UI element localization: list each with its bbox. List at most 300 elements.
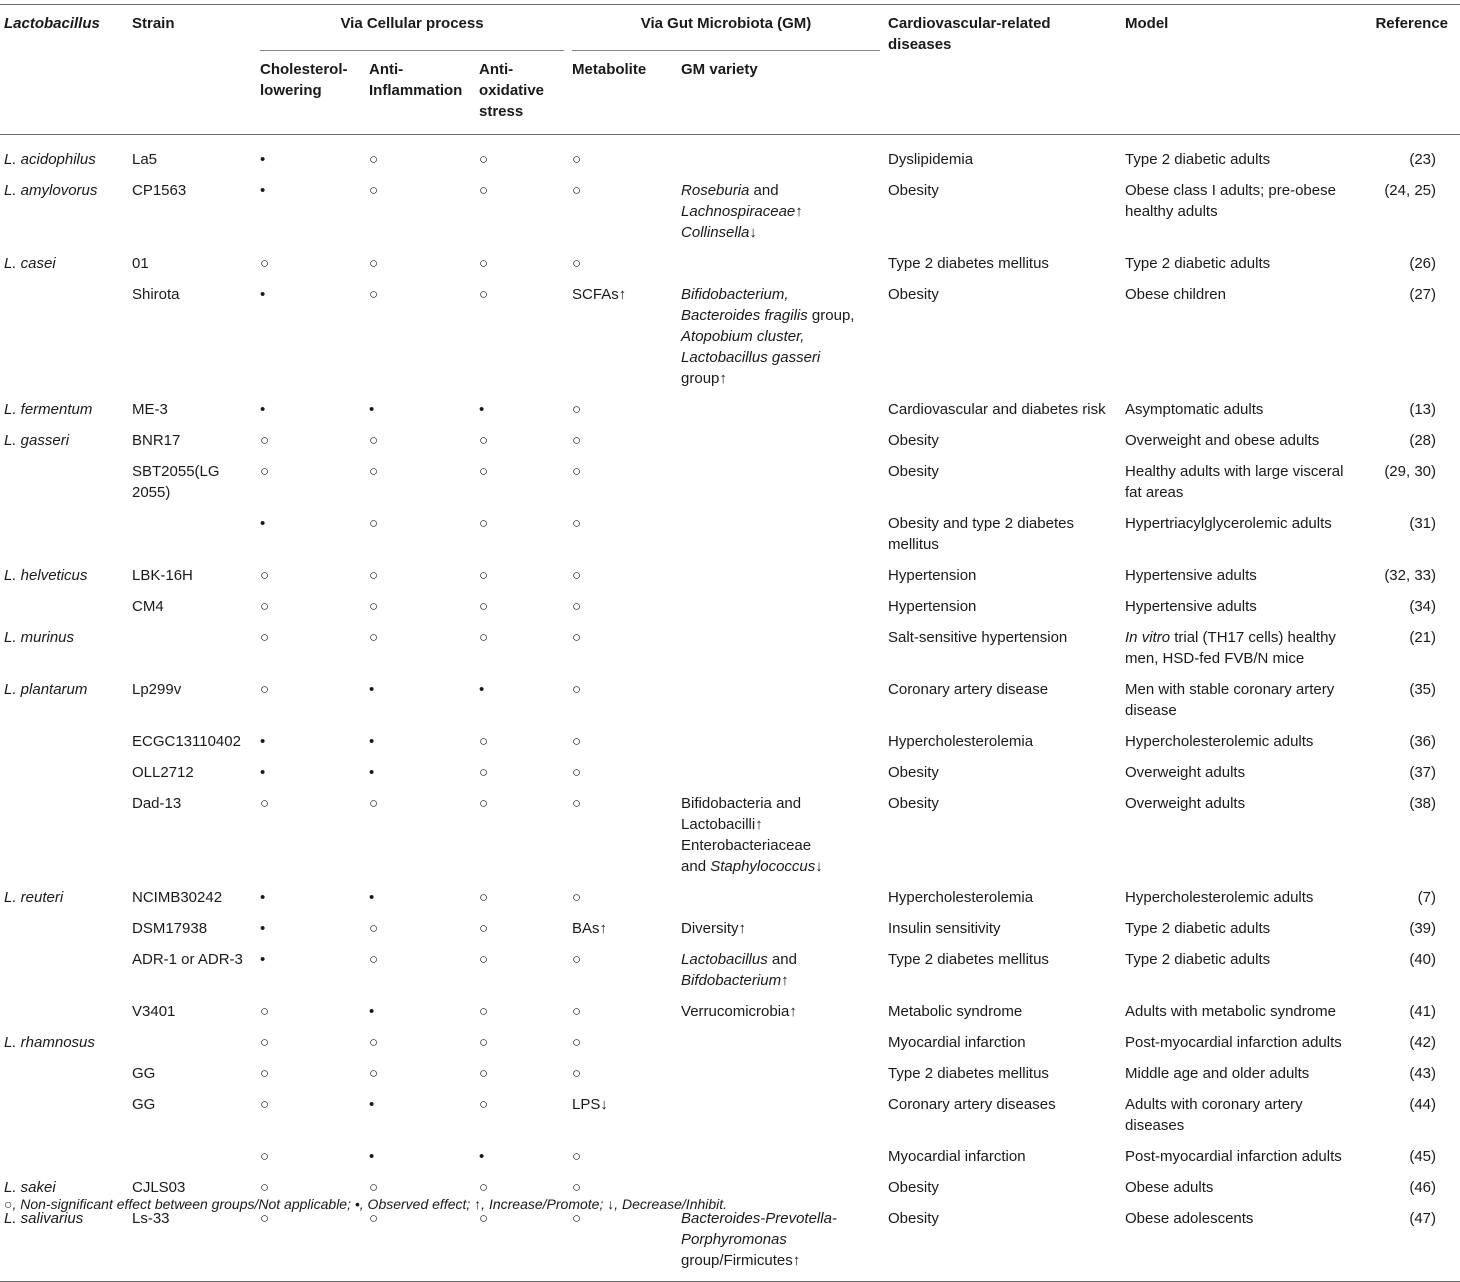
reference-cell: (40): [1409, 951, 1437, 968]
oxidative-effect-cell: ○: [479, 889, 489, 906]
strain-cell-line: GG: [132, 1096, 156, 1113]
model-cell: [1121, 591, 1361, 622]
gm-variety-cell: [677, 882, 884, 913]
gm-variety-cell: [677, 135, 884, 176]
metabolite-cell: ○: [572, 1210, 582, 1227]
disease-cell: [884, 175, 1121, 248]
species-cell: L. rhamnosus: [4, 1034, 95, 1051]
metabolite-cell: ○: [572, 182, 582, 199]
header-cholesterol: [256, 51, 365, 135]
header-inflammation-line: Anti-: [369, 61, 404, 78]
metabolite-cell: ○: [572, 1179, 582, 1196]
species-cell: [0, 279, 128, 394]
gm-variety-cell: [677, 591, 884, 622]
header-reference: Reference: [1375, 15, 1449, 32]
strain-cell: [128, 1058, 256, 1089]
strain-cell-line: CP1563: [132, 182, 187, 199]
species-cell: [0, 726, 128, 757]
species-cell: L. amylovorus: [4, 182, 98, 199]
strain-cell-line: SBT2055(LG: [132, 463, 220, 480]
strain-cell: [128, 456, 256, 508]
inflammation-effect-cell: ○: [369, 515, 379, 532]
disease-cell: [884, 788, 1121, 882]
species-cell: L. helveticus: [4, 567, 88, 584]
gm-variety-cell-line: [681, 1250, 880, 1271]
metabolite-cell: ○: [572, 889, 582, 906]
inflammation-effect-cell: ○: [369, 182, 379, 199]
model-cell: [1121, 248, 1361, 279]
model-cell: [1121, 425, 1361, 456]
gm-variety-cell-line: [681, 793, 880, 814]
gm-variety-cell: [677, 560, 884, 591]
model-cell: [1121, 913, 1361, 944]
header-lactobacillus: Lactobacillus: [4, 15, 100, 32]
strain-cell-line: Lp299v: [132, 681, 182, 698]
gm-variety-cell-segment: ↓: [815, 858, 823, 875]
gm-variety-cell-segment: ↑: [795, 203, 803, 220]
gm-variety-cell-line: [681, 347, 880, 368]
cholesterol-effect-cell: •: [260, 286, 266, 303]
gm-variety-cell-line: [681, 856, 880, 877]
gm-variety-cell-line: [681, 326, 880, 347]
cholesterol-effect-cell: ○: [260, 1179, 270, 1196]
gm-variety-cell-segment: Bacteroides-Prevotella-: [681, 1210, 837, 1227]
model-cell: [1121, 1141, 1361, 1172]
oxidative-effect-cell: ○: [479, 920, 489, 937]
reference-cell: (38): [1409, 795, 1437, 812]
disease-cell-line: Coronary artery disease: [888, 681, 1049, 698]
cholesterol-effect-cell: ○: [260, 1003, 270, 1020]
oxidative-effect-cell: ○: [479, 463, 489, 480]
table-row: [0, 788, 1460, 882]
oxidative-effect-cell: ○: [479, 432, 489, 449]
header-cholesterol-line: lowering: [260, 82, 322, 99]
cholesterol-effect-cell: ○: [260, 681, 270, 698]
reference-cell: (39): [1409, 920, 1437, 937]
cholesterol-effect-cell: •: [260, 182, 266, 199]
header-cholesterol-line: Cholesterol-: [260, 61, 348, 78]
reference-cell: (45): [1409, 1148, 1437, 1165]
reference-cell: (7): [1417, 889, 1437, 906]
gm-variety-cell: [677, 913, 884, 944]
oxidative-effect-cell: ○: [479, 182, 489, 199]
header-oxidative-line: Anti-: [479, 61, 514, 78]
gm-variety-cell-segment: and: [767, 951, 797, 968]
inflammation-effect-cell: ○: [369, 951, 379, 968]
gm-variety-cell-segment: Enterobacteriaceae: [681, 837, 812, 854]
metabolite-cell: ○: [572, 795, 582, 812]
species-cell: L. reuteri: [4, 889, 64, 906]
header-gm-group: [568, 5, 884, 52]
disease-cell-line: Insulin sensitivity: [888, 920, 1001, 937]
metabolite-cell: ○: [572, 951, 582, 968]
gm-variety-cell-segment: Bifidobacteria and: [681, 795, 802, 812]
header-metabolite: Metabolite: [572, 61, 647, 78]
cholesterol-effect-cell: ○: [260, 432, 270, 449]
disease-cell-line: Hypertension: [888, 567, 977, 584]
gm-variety-cell: [677, 1089, 884, 1141]
cholesterol-effect-cell: ○: [260, 1148, 270, 1165]
gm-variety-cell: [677, 248, 884, 279]
disease-cell-line: Obesity: [888, 182, 939, 199]
metabolite-cell: ○: [572, 463, 582, 480]
gm-variety-cell-line: [681, 368, 880, 389]
table-row: [0, 508, 1460, 560]
species-cell: L. plantarum: [4, 681, 88, 698]
cholesterol-effect-cell: ○: [260, 463, 270, 480]
model-cell-line: diseases: [1125, 1117, 1185, 1134]
header-oxidative: [475, 51, 568, 135]
oxidative-effect-cell: ○: [479, 1003, 489, 1020]
disease-cell: [884, 674, 1121, 726]
disease-cell-line: Obesity and type 2 diabetes: [888, 515, 1074, 532]
model-cell: [1121, 1089, 1361, 1141]
reference-cell: (27): [1409, 286, 1437, 303]
table-footnote: ○, Non-significant effect between groups/Not applicable; •, Observed effect; ↑, Increase/Promote; ↓, Decrease/Inhibit.: [4, 1196, 728, 1212]
gm-variety-cell: [677, 279, 884, 394]
gm-variety-cell: [677, 757, 884, 788]
gm-variety-cell-line: [681, 284, 880, 305]
inflammation-effect-cell: •: [369, 401, 375, 418]
strain-cell-line: ECGC13110402: [132, 733, 241, 750]
inflammation-effect-cell: ○: [369, 1210, 379, 1227]
header-inflammation: [365, 51, 475, 135]
metabolite-cell: ○: [572, 681, 582, 698]
model-cell-line: Middle age and older adults: [1125, 1065, 1310, 1082]
metabolite-cell: ○: [572, 764, 582, 781]
header-inflammation-line: Inflammation: [369, 82, 463, 99]
disease-cell-line: Obesity: [888, 286, 939, 303]
model-cell-line: Hypertensive adults: [1125, 567, 1257, 584]
table-row: [0, 757, 1460, 788]
metabolite-cell: ○: [572, 598, 582, 615]
strain-cell: [128, 248, 256, 279]
oxidative-effect-cell: ○: [479, 151, 489, 168]
model-cell-line: Type 2 diabetic adults: [1125, 920, 1271, 937]
strain-cell-line: ADR-1 or ADR-3: [132, 951, 243, 968]
gm-variety-cell: [677, 622, 884, 674]
oxidative-effect-cell: ○: [479, 1065, 489, 1082]
disease-cell-line: mellitus: [888, 536, 939, 553]
cholesterol-effect-cell: ○: [260, 1065, 270, 1082]
oxidative-effect-cell: ○: [479, 1096, 489, 1113]
disease-cell-line: Cardiovascular and diabetes risk: [888, 401, 1106, 418]
metabolite-cell: ○: [572, 432, 582, 449]
oxidative-effect-cell: ○: [479, 567, 489, 584]
strain-cell: [128, 622, 256, 674]
model-cell: [1121, 882, 1361, 913]
species-cell: [0, 508, 128, 560]
table-row: [0, 591, 1460, 622]
table-row: [0, 1203, 1460, 1282]
model-cell-line: Healthy adults with large visceral: [1125, 463, 1344, 480]
cholesterol-effect-cell: •: [260, 733, 266, 750]
model-cell-segment: men, HSD-fed FVB/N mice: [1125, 650, 1305, 667]
model-cell: [1121, 622, 1361, 674]
strain-cell: [128, 913, 256, 944]
reference-cell: (34): [1409, 598, 1437, 615]
disease-cell: [884, 508, 1121, 560]
strain-cell-line: LBK-16H: [132, 567, 193, 584]
model-cell-line: healthy adults: [1125, 203, 1218, 220]
disease-cell: [884, 1058, 1121, 1089]
reference-cell: (21): [1409, 629, 1437, 646]
disease-cell: [884, 882, 1121, 913]
header-disease-line: Cardiovascular-related: [888, 15, 1051, 32]
gm-variety-cell-line: [681, 305, 880, 326]
disease-cell-line: Myocardial infarction: [888, 1148, 1026, 1165]
strain-cell: [128, 757, 256, 788]
disease-cell-line: Obesity: [888, 795, 939, 812]
gm-variety-cell: [677, 788, 884, 882]
table-row: [0, 175, 1460, 248]
table-row: [0, 560, 1460, 591]
disease-cell-line: Hypertension: [888, 598, 977, 615]
model-cell-line: Men with stable coronary artery: [1125, 681, 1335, 698]
gm-variety-cell: [677, 508, 884, 560]
table-row: [0, 996, 1460, 1027]
cholesterol-effect-cell: ○: [260, 1210, 270, 1227]
strain-cell-line: OLL2712: [132, 764, 194, 781]
species-cell: L. casei: [4, 255, 56, 272]
table-row: [0, 1089, 1460, 1141]
gm-variety-cell: [677, 674, 884, 726]
disease-cell-line: Obesity: [888, 432, 939, 449]
model-cell-line: Post-myocardial infarction adults: [1125, 1148, 1342, 1165]
disease-cell-line: Type 2 diabetes mellitus: [888, 255, 1049, 272]
species-cell: [0, 456, 128, 508]
metabolite-cell: LPS↓: [572, 1096, 608, 1113]
metabolite-cell: ○: [572, 255, 582, 272]
gm-variety-cell: [677, 394, 884, 425]
header-cellular-group: [256, 5, 568, 52]
disease-cell: [884, 1027, 1121, 1058]
model-cell: [1121, 175, 1361, 248]
table-row: [0, 913, 1460, 944]
model-cell-line: Overweight adults: [1125, 764, 1246, 781]
strain-cell: [128, 560, 256, 591]
species-cell: L. fermentum: [4, 401, 93, 418]
strain-cell-line: BNR17: [132, 432, 181, 449]
inflammation-effect-cell: •: [369, 1148, 375, 1165]
strain-cell-line: V3401: [132, 1003, 176, 1020]
gm-variety-cell-segment: and: [681, 858, 711, 875]
oxidative-effect-cell: ○: [479, 951, 489, 968]
cholesterol-effect-cell: ○: [260, 629, 270, 646]
species-cell: [0, 1141, 128, 1172]
oxidative-effect-cell: •: [479, 401, 485, 418]
disease-cell: [884, 757, 1121, 788]
gm-variety-cell-segment: group,: [807, 307, 855, 324]
gm-variety-cell-segment: Lactobacilli↑: [681, 816, 763, 833]
cholesterol-effect-cell: ○: [260, 567, 270, 584]
disease-cell: [884, 1141, 1121, 1172]
strain-cell: [128, 1027, 256, 1058]
strain-cell-line: 2055): [132, 484, 171, 501]
table-row: [0, 279, 1460, 394]
disease-cell-line: Coronary artery diseases: [888, 1096, 1056, 1113]
inflammation-effect-cell: •: [369, 889, 375, 906]
gm-variety-cell-line: [681, 814, 880, 835]
species-cell: [0, 913, 128, 944]
cholesterol-effect-cell: ○: [260, 598, 270, 615]
model-cell-line: Overweight and obese adults: [1125, 432, 1320, 449]
model-cell-line: [1125, 627, 1357, 648]
gm-variety-cell: [677, 456, 884, 508]
inflammation-effect-cell: •: [369, 1003, 375, 1020]
oxidative-effect-cell: ○: [479, 1034, 489, 1051]
metabolite-cell: ○: [572, 567, 582, 584]
reference-cell: (35): [1409, 681, 1437, 698]
inflammation-effect-cell: ○: [369, 795, 379, 812]
gm-variety-cell-segment: Lactobacillus gasseri: [681, 349, 821, 366]
strain-cell-line: DSM17938: [132, 920, 208, 937]
strain-cell-line: CJLS03: [132, 1179, 186, 1196]
strain-cell-line: 01: [132, 255, 149, 272]
gm-variety-cell: [677, 1203, 884, 1282]
oxidative-effect-cell: ○: [479, 286, 489, 303]
metabolite-cell: SCFAs↑: [572, 286, 627, 303]
disease-cell: [884, 591, 1121, 622]
model-cell: [1121, 1172, 1361, 1203]
reference-cell: (28): [1409, 432, 1437, 449]
inflammation-effect-cell: ○: [369, 151, 379, 168]
strain-cell-line: GG: [132, 1065, 156, 1082]
header-model: Model: [1125, 15, 1169, 32]
disease-cell-line: Metabolic syndrome: [888, 1003, 1023, 1020]
species-cell: [0, 1058, 128, 1089]
model-cell: [1121, 726, 1361, 757]
header-oxidative-line: stress: [479, 103, 524, 120]
disease-cell: [884, 279, 1121, 394]
reference-cell: (24, 25): [1384, 182, 1437, 199]
strain-cell-line: Dad-13: [132, 795, 182, 812]
gm-variety-cell: [677, 726, 884, 757]
header-gm-variety: GM variety: [681, 61, 758, 78]
disease-cell: [884, 1203, 1121, 1282]
inflammation-effect-cell: •: [369, 764, 375, 781]
table-row: [0, 394, 1460, 425]
reference-cell: (32, 33): [1384, 567, 1437, 584]
strain-cell: [128, 425, 256, 456]
gm-variety-cell: [677, 1058, 884, 1089]
disease-cell-line: Type 2 diabetes mellitus: [888, 1065, 1049, 1082]
inflammation-effect-cell: ○: [369, 255, 379, 272]
inflammation-effect-cell: ○: [369, 463, 379, 480]
oxidative-effect-cell: ○: [479, 1210, 489, 1227]
gm-variety-cell-segment: and: [749, 182, 779, 199]
metabolite-cell: ○: [572, 1034, 582, 1051]
disease-cell-line: Type 2 diabetes mellitus: [888, 951, 1049, 968]
reference-cell: (37): [1409, 764, 1437, 781]
cholesterol-effect-cell: •: [260, 889, 266, 906]
inflammation-effect-cell: ○: [369, 1179, 379, 1196]
oxidative-effect-cell: ○: [479, 733, 489, 750]
inflammation-effect-cell: •: [369, 733, 375, 750]
gm-variety-cell-line: [681, 1229, 880, 1250]
table-row: [0, 1058, 1460, 1089]
disease-cell: [884, 248, 1121, 279]
model-cell: [1121, 135, 1361, 176]
reference-cell: (41): [1409, 1003, 1437, 1020]
gm-variety-cell: [677, 944, 884, 996]
model-cell-line: Overweight adults: [1125, 795, 1246, 812]
cholesterol-effect-cell: •: [260, 515, 266, 532]
gm-variety-cell-segment: group↑: [681, 370, 727, 387]
lactobacillus-table: [0, 4, 1460, 1282]
strain-cell: [128, 1141, 256, 1172]
oxidative-effect-cell: ○: [479, 764, 489, 781]
strain-cell-line: ME-3: [132, 401, 168, 418]
model-cell: [1121, 279, 1361, 394]
gm-variety-cell-segment: ↓: [749, 224, 757, 241]
strain-cell-line: Ls-33: [132, 1210, 170, 1227]
strain-cell: [128, 674, 256, 726]
species-cell: L. murinus: [4, 629, 75, 646]
table-row: [0, 1027, 1460, 1058]
oxidative-effect-cell: ○: [479, 255, 489, 272]
oxidative-effect-cell: •: [479, 1148, 485, 1165]
species-cell: [0, 944, 128, 996]
disease-cell: [884, 996, 1121, 1027]
inflammation-effect-cell: ○: [369, 286, 379, 303]
table-row: [0, 1141, 1460, 1172]
header-strain: Strain: [132, 15, 175, 32]
cholesterol-effect-cell: •: [260, 401, 266, 418]
header-disease: [884, 5, 1121, 135]
disease-cell: [884, 944, 1121, 996]
model-cell-segment: In vitro: [1125, 629, 1171, 646]
disease-cell: [884, 1172, 1121, 1203]
disease-cell-line: Salt-sensitive hypertension: [888, 629, 1068, 646]
disease-cell: [884, 425, 1121, 456]
cholesterol-effect-cell: ○: [260, 255, 270, 272]
table-row: [0, 882, 1460, 913]
model-cell-line: fat areas: [1125, 484, 1184, 501]
table-row: [0, 622, 1460, 674]
strain-cell: [128, 508, 256, 560]
metabolite-cell: ○: [572, 1065, 582, 1082]
strain-cell: [128, 1089, 256, 1141]
species-cell: [0, 996, 128, 1027]
gm-variety-cell-segment: Verrucomicrobia↑: [681, 1003, 797, 1020]
table-row: [0, 726, 1460, 757]
gm-variety-cell-segment: Bifidobacterium,: [681, 286, 789, 303]
model-cell: [1121, 944, 1361, 996]
strain-cell: [128, 788, 256, 882]
disease-cell-line: Myocardial infarction: [888, 1034, 1026, 1051]
disease-cell-line: Obesity: [888, 463, 939, 480]
metabolite-cell: ○: [572, 1148, 582, 1165]
model-cell-line: Type 2 diabetic adults: [1125, 151, 1271, 168]
gm-variety-cell-line: [681, 970, 880, 991]
inflammation-effect-cell: ○: [369, 1034, 379, 1051]
disease-cell-line: Hypercholesterolemia: [888, 733, 1034, 750]
oxidative-effect-cell: ○: [479, 515, 489, 532]
inflammation-effect-cell: ○: [369, 567, 379, 584]
disease-cell-line: Obesity: [888, 764, 939, 781]
inflammation-effect-cell: ○: [369, 598, 379, 615]
species-cell: L. acidophilus: [4, 151, 96, 168]
species-cell: L. salivarius: [4, 1210, 84, 1227]
model-cell: [1121, 1058, 1361, 1089]
strain-cell: [128, 175, 256, 248]
gm-variety-cell: [677, 1141, 884, 1172]
strain-cell: [128, 1203, 256, 1282]
header-cellular-group-label: Via Cellular process: [340, 15, 484, 32]
model-cell-line: Asymptomatic adults: [1125, 401, 1264, 418]
metabolite-cell: ○: [572, 629, 582, 646]
